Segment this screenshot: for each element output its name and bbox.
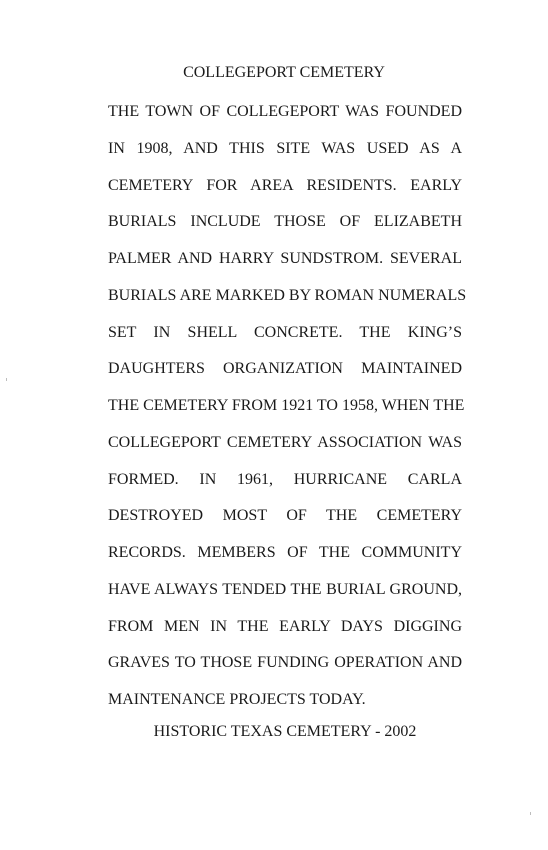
text-line: PALMER AND HARRY SUNDSTROM. SEVERAL (108, 250, 462, 267)
document-body (108, 102, 467, 727)
text-line: IN 1908, AND THIS SITE WAS USED AS A (108, 139, 462, 157)
text-line: DESTROYED MOST OF THE CEMETERY (108, 507, 462, 525)
text-line-last: MAINTENANCE PROJECTS TODAY. (108, 691, 366, 708)
text-line: COLLEGEPORT CEMETERY ASSOCIATION WAS (108, 433, 462, 451)
text-line: FORMED. IN 1961, HURRICANE CARLA (108, 470, 462, 488)
text-line: FROM MEN IN THE EARLY DAYS DIGGING (108, 617, 462, 635)
text-line: SET IN SHELL CONCRETE. THE KING’S (108, 323, 462, 341)
text-line: GRAVES TO THOSE FUNDING OPERATION AND (108, 654, 462, 672)
text-line: BURIALS INCLUDE THOSE OF ELIZABETH (108, 213, 462, 231)
text-line: CEMETERY FOR AREA RESIDENTS. EARLY (108, 176, 462, 194)
text-line: THE TOWN OF COLLEGEPORT WAS FOUNDED (108, 103, 462, 120)
text-line: DAUGHTERS ORGANIZATION MAINTAINED (108, 360, 462, 378)
scan-speck (6, 378, 7, 381)
text-line: THE CEMETERY FROM 1921 TO 1958, WHEN THE (108, 397, 465, 414)
text-line: RECORDS. MEMBERS OF THE COMMUNITY (108, 544, 462, 561)
scan-speck (530, 812, 531, 815)
text-line: BURIALS ARE MARKED BY ROMAN NUMERALS (108, 286, 467, 304)
document-footer: HISTORIC TEXAS CEMETERY - 2002 (153, 723, 417, 740)
text-line: HAVE ALWAYS TENDED THE BURIAL GROUND, (108, 580, 462, 598)
document-title: COLLEGEPORT CEMETERY (183, 64, 385, 81)
